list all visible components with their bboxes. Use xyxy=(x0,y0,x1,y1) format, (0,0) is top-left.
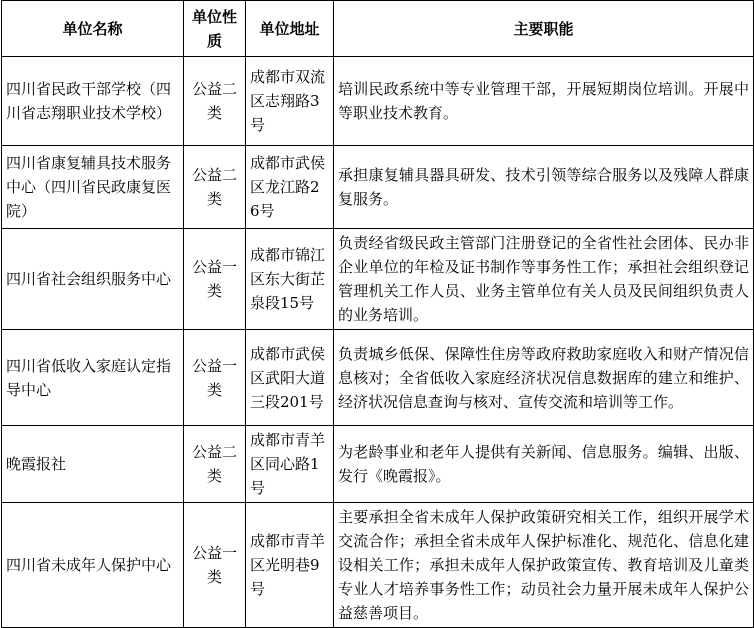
unit-nature-cell: 公益一类 xyxy=(184,330,246,426)
unit-nature-cell: 公益一类 xyxy=(184,503,246,628)
unit-duties-cell: 承担康复辅具器具研发、技术引领等综合服务以及残障人群康复服务。 xyxy=(334,146,754,229)
table-row xyxy=(2,146,754,229)
table-row xyxy=(2,229,754,330)
unit-duties-cell: 为老龄事业和老年人提供有关新闻、信息服务。编辑、出版、发行《晚霞报》。 xyxy=(334,426,754,503)
unit-nature-cell: 公益二类 xyxy=(184,426,246,503)
units-table xyxy=(1,0,754,628)
unit-duties-cell: 主要承担全省未成年人保护政策研究相关工作，组织开展学术交流合作；承担全省未成年人保护标准化、规范化、信息化建设相关工作；承担未成年人保护政策宣传、教育培训及儿童类专业人才培养事务性工作；动员社会力量开展未成年人保护公益慈善项目。 xyxy=(334,503,754,628)
unit-address-cell: 成都市青羊区光明巷9号 xyxy=(246,503,334,628)
unit-address-cell: 成都市武侯区武阳大道三段201号 xyxy=(246,330,334,426)
table-row xyxy=(2,426,754,503)
unit-address-cell: 成都市武侯区龙江路26号 xyxy=(246,146,334,229)
table-row xyxy=(2,503,754,628)
table-row xyxy=(2,330,754,426)
unit-name-cell: 四川省未成年人保护中心 xyxy=(2,503,184,628)
header-row xyxy=(2,1,754,57)
unit-nature-cell: 公益二类 xyxy=(184,57,246,146)
unit-address-cell: 成都市锦江区东大街芷泉段15号 xyxy=(246,229,334,330)
unit-nature-cell: 公益一类 xyxy=(184,229,246,330)
header-unit-address: 单位地址 xyxy=(246,1,334,57)
header-unit-name: 单位名称 xyxy=(2,1,184,57)
unit-duties-cell: 负责城乡低保、保障性住房等政府救助家庭收入和财产情况信息核对；全省低收入家庭经济状况信息数据库的建立和维护、经济状况信息查询与核对、宣传交流和培训等工作。 xyxy=(334,330,754,426)
unit-name-cell: 四川省低收入家庭认定指导中心 xyxy=(2,330,184,426)
unit-name-cell: 四川省民政干部学校（四川省志翔职业技术学校） xyxy=(2,57,184,146)
unit-name-cell: 四川省社会组织服务中心 xyxy=(2,229,184,330)
unit-duties-cell: 负责经省级民政主管部门注册登记的全省性社会团体、民办非企业单位的年检及证书制作等事务性工作；承担社会组织登记管理机关工作人员、业务主管单位有关人员及民间组织负责人的业务培训。 xyxy=(334,229,754,330)
header-unit-nature: 单位性质 xyxy=(184,1,246,57)
table-row xyxy=(2,57,754,146)
unit-name-cell: 晚霞报社 xyxy=(2,426,184,503)
unit-address-cell: 成都市青羊区同心路1号 xyxy=(246,426,334,503)
unit-nature-cell: 公益二类 xyxy=(184,146,246,229)
unit-duties-cell: 培训民政系统中等专业管理干部，开展短期岗位培训。开展中等职业技术教育。 xyxy=(334,57,754,146)
header-main-duties: 主要职能 xyxy=(334,1,754,57)
unit-address-cell: 成都市双流区志翔路3号 xyxy=(246,57,334,146)
unit-name-cell: 四川省康复辅具技术服务中心（四川省民政康复医院） xyxy=(2,146,184,229)
